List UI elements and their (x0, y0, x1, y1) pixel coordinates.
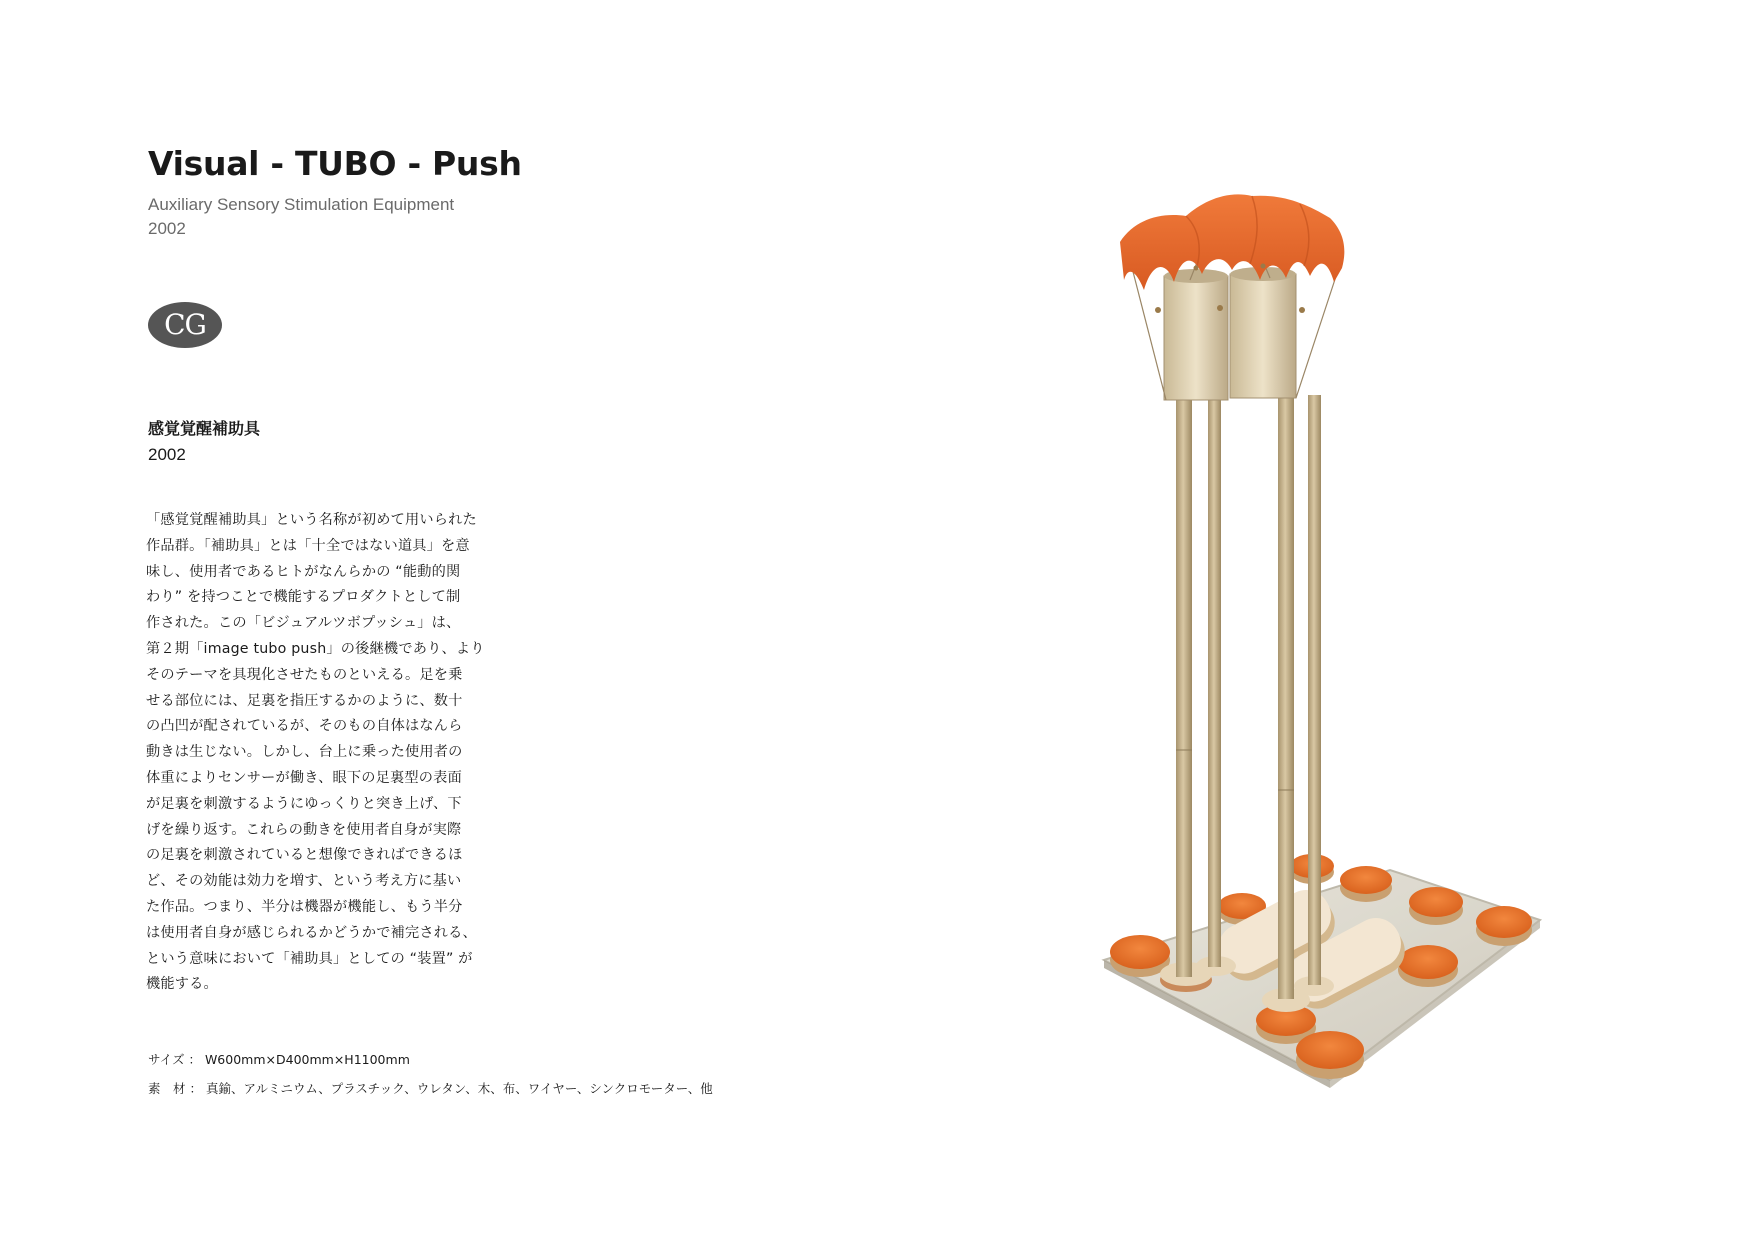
body-line: げを繰り返す。これらの動きを使用者自身が実際 (146, 821, 462, 838)
body-line: 味し、使用者であるヒトがなんらかの “能動的関 (146, 563, 461, 580)
body-line: が足裏を刺激するようにゆっくりと突き上げ、下 (146, 795, 462, 812)
body-line: の足裏を刺激されていると想像できればできるほ (146, 847, 463, 864)
body-line: 機能する。 (146, 976, 218, 993)
japanese-year: 2002 (148, 445, 186, 464)
body-line: は使用者自身が感じられるかどうかで補完される、 (146, 924, 477, 941)
body-line: 作品群。「補助具」とは「十全ではない道具」を意 (146, 537, 470, 554)
motor-housings (1164, 267, 1296, 400)
body-line: そのテーマを具現化させたものといえる。足を乗 (146, 666, 463, 683)
body-line: の凸凹が配されているが、そのもの自体はなんら (146, 718, 463, 735)
body-line: た作品。つまり、半分は機器が機能し、もう半分 (146, 898, 463, 915)
description-body (146, 508, 491, 998)
cg-badge: CG (148, 302, 222, 348)
body-line: ど、その効能は効力を増す、という考え方に基い (146, 873, 462, 890)
body-line: 体重によりセンサーが働き、眼下の足裏型の表面 (146, 769, 462, 786)
spec-material: 素 材 ： 真鍮、アルミニウム、プラスチック、ウレタン、木、布、ワイヤー、シンクロモーター、他 (148, 1081, 713, 1096)
year-english: 2002 (148, 219, 186, 238)
body-line: 第２期「image tubo push」の後継機であり、より (146, 640, 485, 657)
body-line: 「感覚覚醒補助具」という名称が初めて用いられた (146, 512, 477, 528)
artwork-photo (1090, 190, 1550, 1090)
body-line: 動きは生じない。しかし、台上に乗った使用者の (146, 744, 463, 761)
page-title: Visual - TUBO - Push (148, 144, 522, 183)
japanese-title: 感覚覚醒補助具 (148, 419, 261, 438)
body-line: せる部位には、足裏を指圧するかのように、数十 (146, 692, 463, 709)
body-line: わり” を持つことで機能するプロダクトとして制 (146, 589, 461, 606)
subtitle: Auxiliary Sensory Stimulation Equipment (148, 195, 455, 214)
body-line: という意味において「補助具」としての “装置” が (146, 950, 473, 967)
body-line: 作された。この「ビジュアルツボプッシュ」は、 (146, 615, 461, 632)
spec-size: サイズ ： W600mm×D400mm×H1100mm (148, 1052, 410, 1067)
